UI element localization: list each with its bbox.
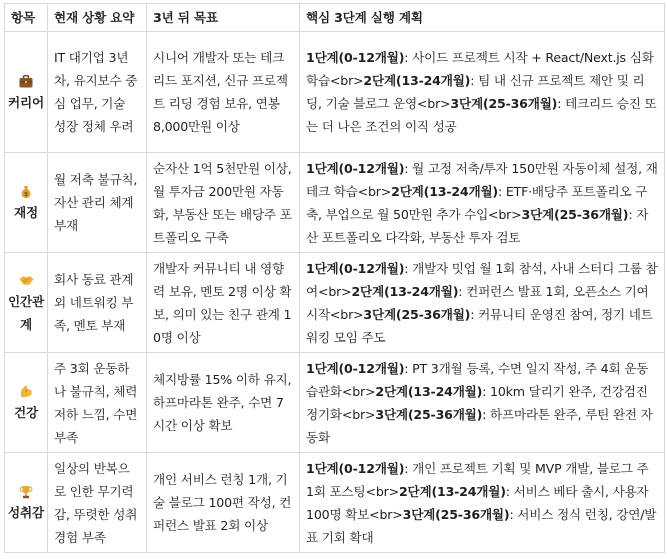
header-category: 항목: [5, 4, 48, 32]
goal-cell: 개발자 커뮤니티 내 영향력 보유, 멘토 2명 이상 확보, 의미 있는 친구 관계 10명 이상: [147, 253, 300, 353]
plan-stage-1: 1단계(0-12개월): [306, 360, 405, 376]
plan-cell: [300, 453, 665, 553]
plan-text-3: : 서비스 정식 런칭, 강연/발표 기회 확대: [306, 506, 657, 545]
plan-text-2: : 서비스 베타 출시, 사용자 100명 확보<br>: [306, 483, 649, 522]
handshake-icon: [8, 270, 44, 290]
plan-stage-3: 3단계(25-36개월): [521, 206, 629, 222]
plan-text-3: : 하프마라톤 완주, 루틴 완전 자동화: [306, 406, 653, 445]
plan-stage-1: 1단계(0-12개월): [306, 460, 405, 476]
plan-text-2: : 컨퍼런스 발표 1회, 오픈소스 기여 시작<br>: [306, 283, 649, 322]
plan-stage-2: 2단계(13-24개월): [391, 183, 498, 199]
svg-text:$: $: [24, 190, 28, 198]
goal-cell: 순자산 1억 5천만원 이상, 월 투자금 200만원 자동화, 부동산 또는 배당주 포트폴리오 구축: [147, 153, 300, 253]
header-current: 현재 상황 요약: [48, 4, 147, 32]
plan-stage-1: 1단계(0-12개월): [306, 260, 405, 276]
plan-text-1: : 개발자 밋업 월 1회 참석, 사내 스터디 그룹 참여<br>: [306, 260, 658, 299]
category-cell: [5, 32, 48, 153]
plan-stage-3: 3단계(25-36개월): [363, 306, 471, 322]
plan-stage-3: 3단계(25-36개월): [402, 506, 510, 522]
category-cell: [5, 153, 48, 253]
briefcase-icon: [8, 71, 44, 91]
header-goal: 3년 뒤 목표: [147, 4, 300, 32]
current-cell: 월 저축 불규칙, 자산 관리 체계 부재: [48, 153, 147, 253]
plan-text-3: : 자산 포트폴리오 다각화, 부동산 투자 검토: [306, 206, 649, 245]
plan-text-1: : 개인 프로젝트 기획 및 MVP 개발, 블로그 주 1회 포스팅<br>: [306, 460, 649, 499]
category-label: 성취감: [8, 505, 44, 520]
table-row: [5, 353, 665, 453]
current-cell: 일상의 반복으로 인한 무기력감, 뚜렷한 성취 경험 부족: [48, 453, 147, 553]
category-label: 건강: [14, 405, 38, 420]
category-label: 인간관계: [8, 293, 44, 332]
plan-stage-1: 1단계(0-12개월): [306, 50, 405, 65]
plan-stage-2: 2단계(13-24개월): [398, 483, 506, 499]
money-bag-icon: [8, 181, 44, 201]
plan-text-2: : 팀 내 신규 프로젝트 제안 및 리딩, 기술 블로그 운영<br>: [306, 73, 645, 111]
current-cell: 회사 동료 관계 외 네트워킹 부족, 멘토 부재: [48, 253, 147, 353]
goal-cell: 개인 서비스 런칭 1개, 기술 블로그 100편 작성, 컨퍼런스 발표 2회 이상: [147, 453, 300, 553]
category-cell: [5, 253, 48, 353]
current-cell: IT 대기업 3년차, 유지보수 중심 업무, 기술 성장 정체 우려: [48, 32, 147, 153]
category-cell: [5, 353, 48, 453]
table-row: [5, 453, 665, 553]
plan-cell: [300, 32, 665, 153]
plan-stage-3: 3단계(25-36개월): [375, 406, 483, 422]
plan-cell: [300, 153, 665, 253]
table-row: [5, 253, 665, 353]
plan-text-3: : 커뮤니티 운영진 참여, 정기 네트워킹 모임 주도: [306, 306, 653, 345]
table-row: [5, 153, 665, 253]
goal-cell: 시니어 개발자 또는 테크리드 포지션, 신규 프로젝트 리딩 경험 보유, 연봉 8,000만원 이상: [147, 32, 300, 153]
plan-stage-1: 1단계(0-12개월): [306, 160, 405, 176]
category-label: 커리어: [8, 94, 44, 110]
plan-stage-2: 2단계(13-24개월): [351, 283, 459, 299]
plan-cell: [300, 253, 665, 353]
header-plan: 핵심 3단계 실행 계획: [300, 4, 665, 32]
plan-text-1: : 사이드 프로젝트 시작 + React/Next.js 심화 학습<br>: [306, 50, 654, 88]
category-label: 재정: [14, 205, 38, 220]
plan-cell: [300, 353, 665, 453]
header-row: [5, 4, 665, 32]
plan-text-3: : 테크리드 승진 또는 더 나은 조건의 이직 성공: [306, 96, 657, 134]
trophy-icon: [8, 481, 44, 501]
plan-text-2: : ETF·배당주 포트폴리오 구축, 부업으로 월 50만원 추가 수입<br>: [306, 183, 648, 222]
plan-text-1: : PT 3개월 등록, 수면 일지 작성, 주 4회 운동 습관화<br>: [306, 360, 649, 399]
plan-text-2: : 10km 달리기 완주, 건강검진 정기화<br>: [306, 383, 648, 422]
category-cell: [5, 453, 48, 553]
flexed-biceps-icon: [8, 381, 44, 401]
goal-cell: 체지방률 15% 이하 유지, 하프마라톤 완주, 수면 7시간 이상 확보: [147, 353, 300, 453]
table-row: [5, 32, 665, 153]
current-cell: 주 3회 운동하나 불규칙, 체력 저하 느낌, 수면 부족: [48, 353, 147, 453]
plan-stage-2: 2단계(13-24개월): [375, 383, 483, 399]
life-plan-table: [4, 3, 665, 553]
plan-stage-2: 2단계(13-24개월): [363, 73, 471, 88]
plan-text-1: : 월 고정 저축/투자 150만원 자동이체 설정, 재테크 학습<br>: [306, 160, 658, 199]
plan-stage-3: 3단계(25-36개월): [450, 96, 558, 111]
